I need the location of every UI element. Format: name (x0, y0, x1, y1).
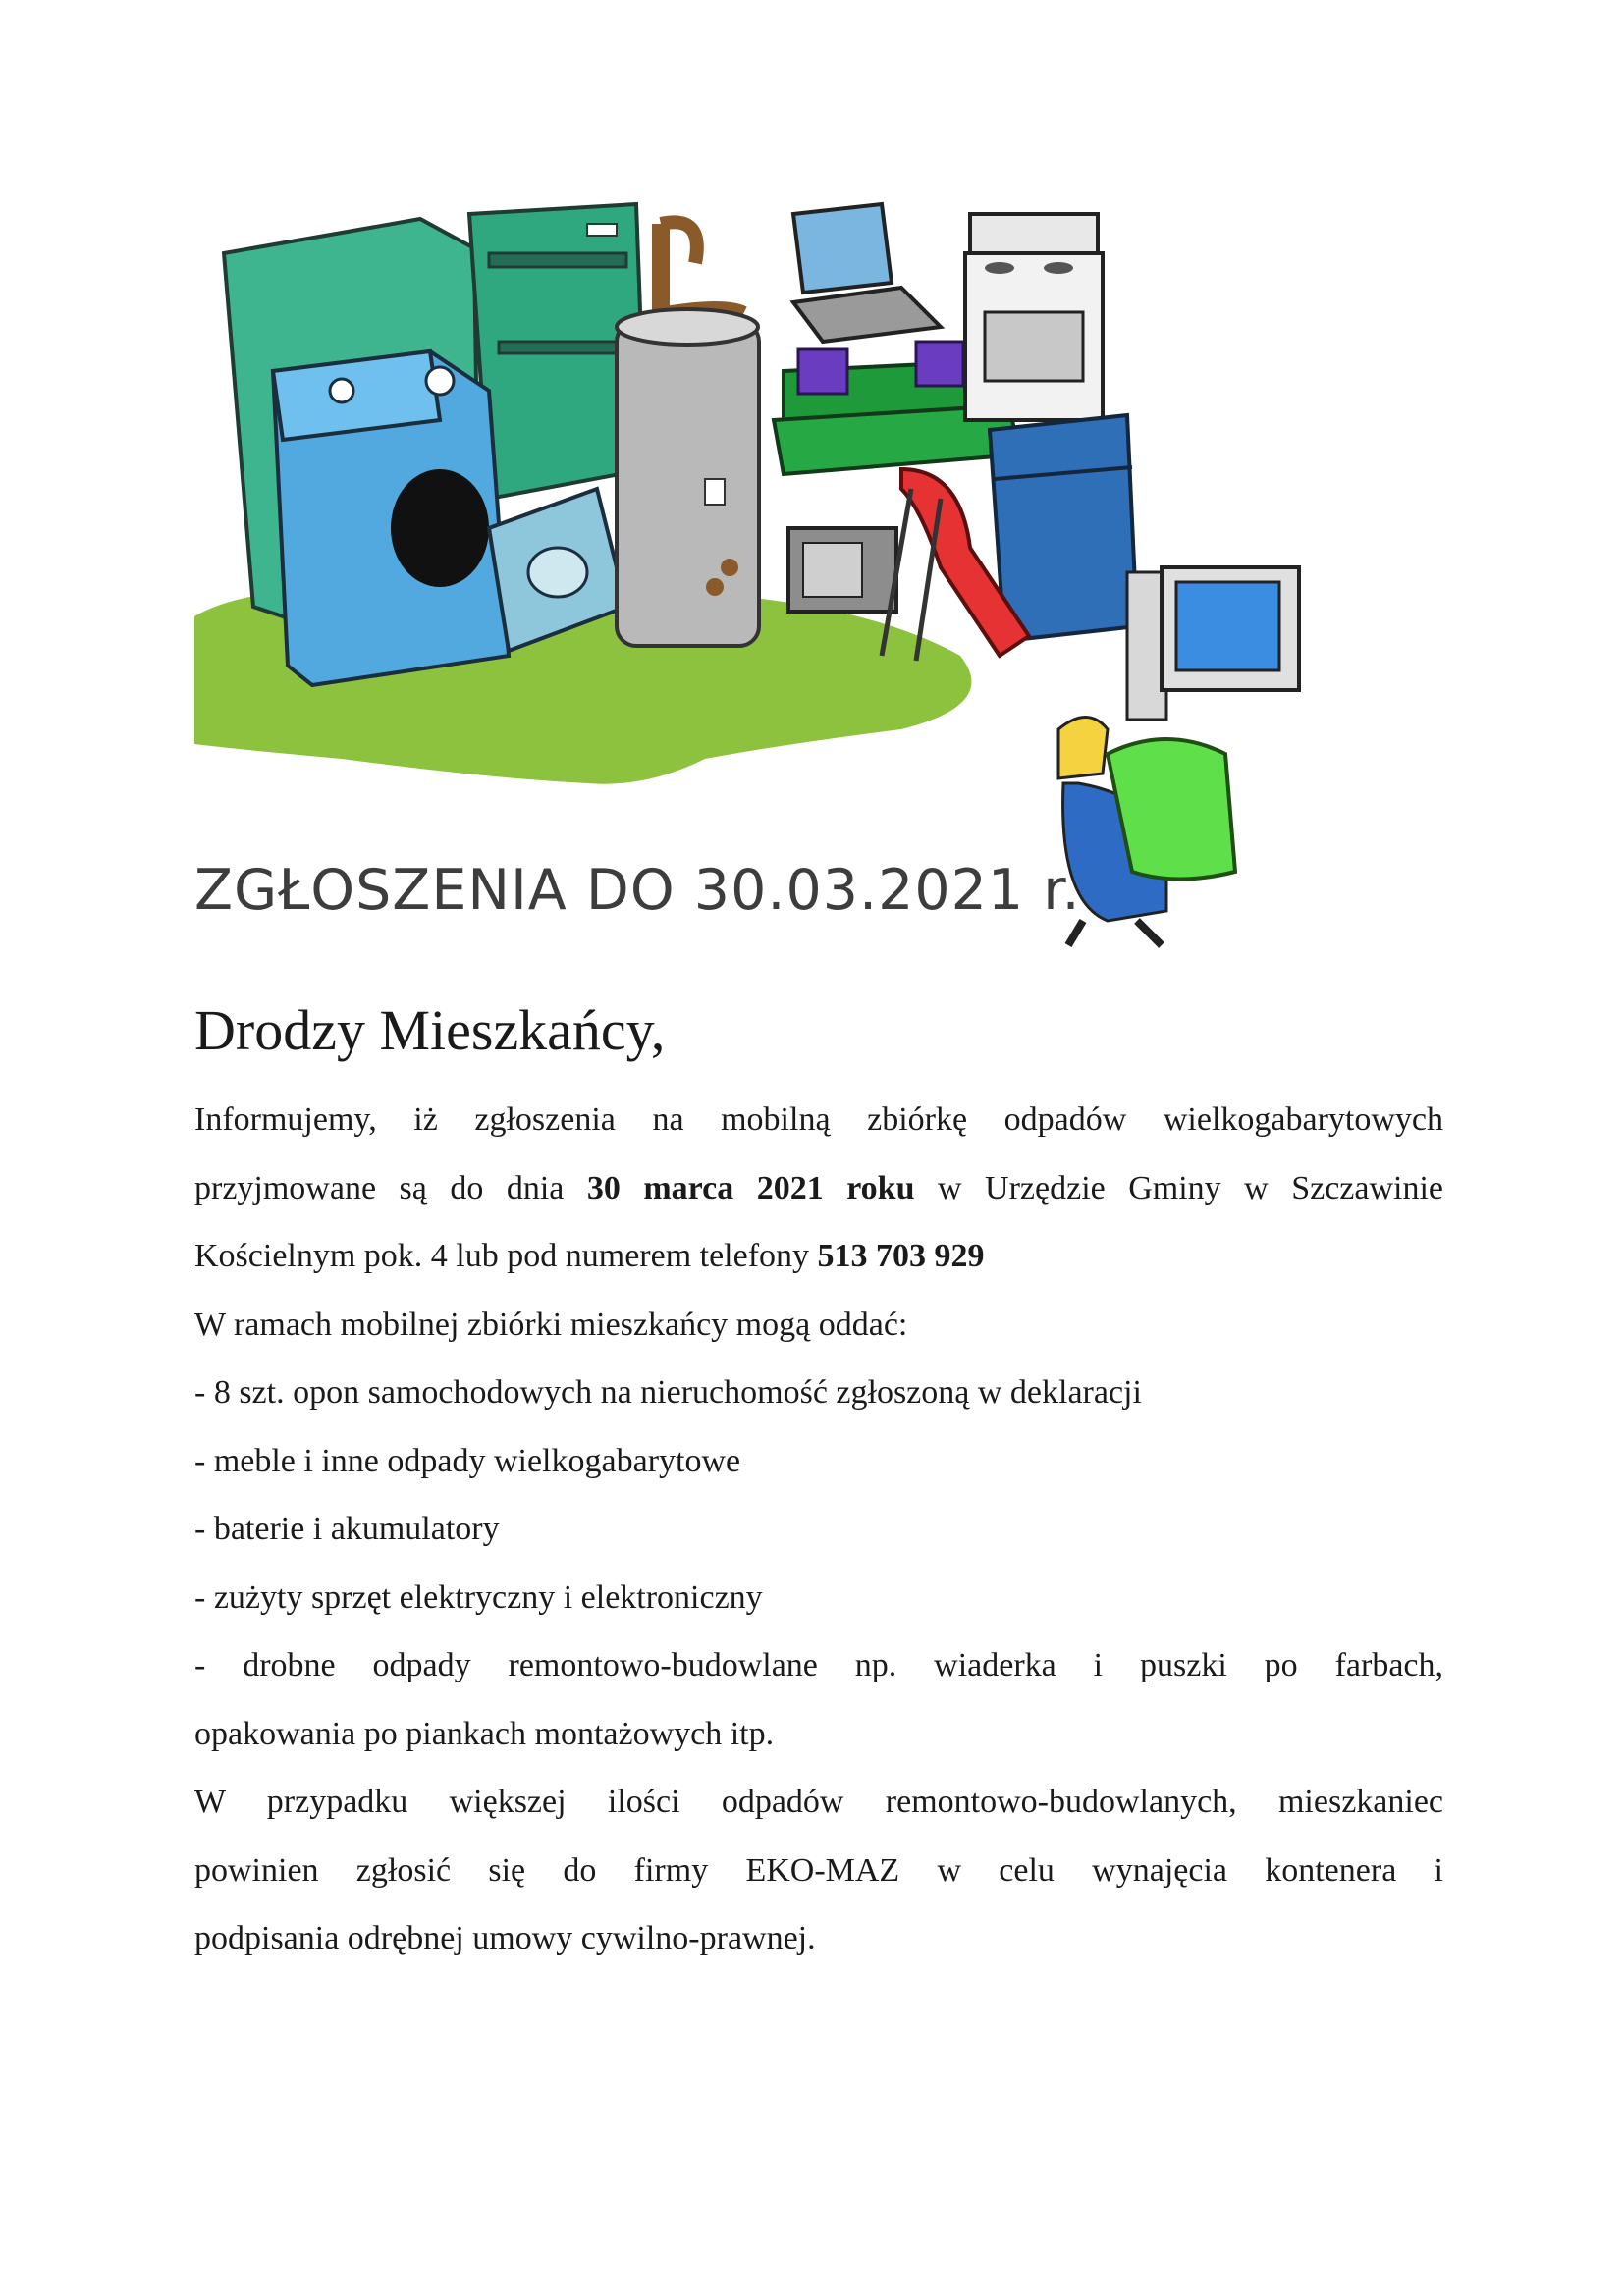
man-carrying-armchair-icon (1058, 718, 1235, 946)
intro-text: przyjmowane są do dnia (194, 1169, 587, 1206)
closing-line-3: podpisania odrębnej umowy cywilno-prawnej. (194, 1920, 816, 1956)
intro-line-3 (194, 1222, 1443, 1291)
closing-line-1: W przypadku większej ilości odpadów remontowo-budowlanych, mieszkaniec (194, 1784, 1443, 1820)
list-item: - zużyty sprzęt elektryczny i elektroniczny (194, 1578, 763, 1616)
bulky-waste-illustration (194, 194, 1384, 962)
submission-deadline-banner: ZGŁOSZENIA DO 30.03.2021 r. (194, 858, 1081, 923)
deadline-date: 30 marca 2021 roku (586, 1169, 915, 1206)
laptop-icon (793, 204, 941, 342)
intro-line-2 (194, 1154, 1443, 1223)
blue-washing-machine-icon (273, 351, 509, 685)
list-item: - baterie i akumulatory (194, 1511, 500, 1547)
list-item: - meble i inne odpady wielkogabarytowe (194, 1442, 741, 1479)
intro-text: Kościelnym pok. 4 lub pod numerem telefony (194, 1238, 818, 1274)
appliances-drawing (194, 194, 1384, 962)
closing-line-2: powinien zgłosić się do firmy EKO-MAZ w celu wynajęcia kontenera i (194, 1851, 1443, 1889)
intro-text: w Urzędzie Gminy w Szczawinie (914, 1169, 1443, 1206)
computer-monitor-icon (1127, 567, 1299, 720)
list-item: - 8 szt. opon samochodowych na nieruchomość zgłoszoną w deklaracji (194, 1374, 1142, 1411)
greeting: Drodzy Mieszkańcy, (194, 998, 666, 1062)
radio-icon (788, 528, 896, 612)
intro-line-1: Informujemy, iż zgłoszenia na mobilną zbiórkę odpadów wielkogabarytowych (194, 1101, 1443, 1138)
list-item: - drobne odpady remontowo-budowlane np. wiaderka i puszki po farbach, (194, 1647, 1443, 1683)
stove-icon (965, 214, 1103, 420)
phone-number: 513 703 929 (817, 1238, 985, 1274)
letter-body (194, 991, 1443, 1973)
list-item-continuation: opakowania po piankach montażowych itp. (194, 1715, 775, 1752)
list-intro: W ramach mobilnej zbiórki mieszkańcy mogą oddać: (194, 1306, 908, 1343)
